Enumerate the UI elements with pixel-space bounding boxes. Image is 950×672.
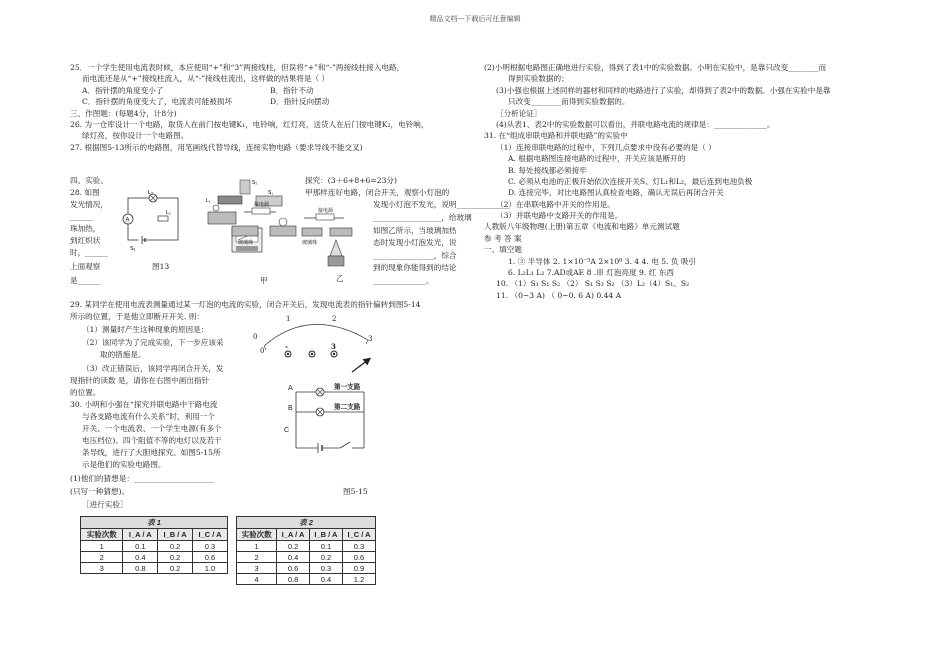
q28-text: 28. 如图 — [70, 188, 100, 197]
table-cell: 1.2 — [342, 574, 375, 585]
question-30-line: 条导线，进行了大胆地探究。如图5-15所 — [82, 448, 221, 457]
q28-text: 是______ — [70, 276, 101, 285]
q28-text: ______________。 — [373, 276, 434, 285]
node-a-label: A — [288, 385, 293, 392]
scale-label-2: 2 — [332, 315, 337, 323]
column-header: 实验次数 — [81, 529, 123, 541]
question-29-part3c: 的位置。 — [70, 388, 101, 397]
q28-text: ________________，综合 — [373, 251, 457, 260]
node-b-label: B — [288, 405, 293, 412]
table-cell: 0.6 — [193, 552, 228, 563]
question-31-part2: （2）在串联电路中开关的作用是。 — [496, 199, 615, 209]
column-header: I_A / A — [123, 529, 158, 541]
table-cell: 0.2 — [158, 563, 193, 574]
table-row — [237, 552, 376, 563]
terminal-3: 3 — [331, 342, 336, 351]
question-30-line: 示是他们的实验电路图。 — [82, 460, 166, 469]
table-cell: 0.4 — [123, 552, 158, 563]
terminal-minus: - — [285, 342, 288, 351]
svg-text:S₁: S₁ — [268, 190, 274, 196]
table-row — [237, 541, 376, 552]
table-row — [81, 541, 228, 552]
column-header: I_B / A — [309, 529, 342, 541]
scale-label-1: 1 — [286, 315, 291, 323]
answer-line: 1. ③ 半导体 2. 1×10⁻⁵A 2×10⁸ 3. 4 4. 电 5. 负 吸引 — [508, 256, 697, 266]
data-table-1 — [80, 516, 228, 574]
scale-label-3: 3 — [368, 335, 373, 343]
figure-5-15-caption: 图5-15 — [343, 487, 368, 496]
blank-line: ______ — [70, 212, 93, 221]
question-29-line2: 所示的位置，于是他立即断开开关. 则： — [70, 312, 204, 321]
question-25-line2: 而电流还是从“+”接线柱流入，从“-”接线柱流出，这样做的结果将是（ ） — [82, 74, 330, 84]
question-25: 25．一个学生使用电流表时候，本应使用“+”和“3”两接线柱，但误将“+”和“-”两接线柱接入电路， — [70, 63, 405, 72]
column-header: I_C / A — [342, 529, 375, 541]
table-header-row — [237, 529, 376, 541]
question-30-line: 与各支路电流有什么关系”时，利用一个 — [82, 412, 215, 421]
question-30-guess: (1)他们的猜想是：_____________________ — [70, 474, 214, 483]
question-30-part4: (4)从表1、表2中的实验数据可以看出，并联电路电流的规律是：______________。 — [496, 119, 775, 129]
question-31-part3: （3）并联电路中支路开关的作用是。 — [496, 211, 623, 221]
table-cell: 0.1 — [309, 541, 342, 552]
table-row — [237, 574, 376, 585]
parallel-circuit-figure — [278, 378, 378, 464]
question-31-part1: （1）连接串联电路的过程中，下列几点要求中没有必要的是（ ） — [496, 142, 716, 152]
table-cell: 3 — [237, 563, 277, 574]
question-30-part2: (2)小明根据电路图正确地进行实验，得到了表1中的实验数据。小明在实验中，是靠只改变________而 — [484, 63, 827, 72]
question-30-part3b: 只改变________而得到实验数据的。 — [508, 97, 630, 107]
svg-text:S₁: S₁ — [130, 246, 136, 252]
svg-text:玻璃珠: 玻璃珠 — [238, 240, 254, 246]
q28-text: 甲那样连好电路，闭合开关，观察小灯泡的 — [305, 188, 450, 197]
scale-label-0: 0 — [253, 333, 258, 341]
question-29-part2: （2）该同学为了完成实验，下一步应该采 — [82, 338, 224, 347]
table-cell: 0.6 — [277, 563, 310, 574]
table-cell: 0.3 — [193, 541, 228, 552]
question-29-part2b: 取的措施是。 — [100, 350, 146, 359]
section-analysis: ［分析论证］ — [496, 108, 542, 118]
table-2-caption: 表 2 — [237, 517, 376, 529]
table-cell: 0.3 — [342, 541, 375, 552]
page-header: 精品文档---下载后可任意编辑 — [429, 15, 521, 23]
table-cell: 0.1 — [123, 541, 158, 552]
svg-text:L₂: L₂ — [148, 190, 154, 196]
section-4-title: 四、实验、 — [70, 176, 108, 185]
option-row — [70, 96, 470, 107]
q28-text: 上面观察 — [70, 262, 101, 271]
q28-text: 如图乙所示，当玻璃加热 — [373, 226, 457, 235]
label-yi: 乙 — [336, 274, 344, 283]
section-3-title: 三、作图题：(每题4分，计8分) — [70, 108, 177, 118]
option-a: A．指针摆的角度变小了 — [82, 85, 164, 95]
svg-text:S₂: S₂ — [252, 180, 258, 186]
table-cell: 0.8 — [277, 574, 310, 585]
table-cell: 0.8 — [123, 563, 158, 574]
ammeter-dial — [250, 310, 380, 382]
apparatus-yi — [300, 200, 360, 286]
svg-text:L₁: L₁ — [166, 210, 171, 216]
table-row — [81, 552, 228, 563]
answer-line: 6. L₂L₁ L₂ 7.AD或AE 8 .串 灯泡亮度 9. 红 东西 — [508, 268, 674, 278]
table-cell: 0.2 — [277, 541, 310, 552]
svg-text:接电源: 接电源 — [254, 202, 270, 208]
q28-text: 珠加热， — [70, 224, 101, 233]
column-header: I_A / A — [277, 529, 310, 541]
answer-section-1: 一、填空题 — [484, 245, 522, 255]
svg-text:玻璃珠: 玻璃珠 — [302, 240, 318, 246]
column-header: I_B / A — [158, 529, 193, 541]
table-header-row — [81, 529, 228, 541]
table-cell: 0.3 — [309, 563, 342, 574]
q28-text: 发现小灯泡不发光，说明______________ — [373, 200, 510, 209]
option-c: C. 必须从电池的正极开始依次连接开关S、灯L₁和L₂，最后连到电池负极 — [508, 176, 753, 186]
question-30-part2b: 得到实验数据的； — [508, 74, 569, 84]
q28-text: __________________，给玻璃 — [373, 213, 472, 222]
apparatus-jia — [226, 196, 306, 282]
table-1-caption: 表 1 — [81, 517, 228, 529]
option-c: C．指针摆的角度变大了，电流表可能被损坏 — [82, 97, 233, 107]
table-cell: 4 — [237, 574, 277, 585]
section-experiment: ［进行实验］ — [82, 500, 128, 509]
branch-2-label: 第二支路 — [334, 403, 361, 411]
table-cell: 1.0 — [193, 563, 228, 574]
question-26-line2: 绿灯亮，按你设计一个电路图。 — [82, 131, 189, 141]
table-cell: 0.4 — [277, 552, 310, 563]
experiment-title: 探究：(3＋6+8+6=23分) — [305, 176, 397, 185]
table-cell: 2 — [81, 552, 123, 563]
question-30-part3: (3)小强也根据上述同样的器材和同样的电路进行了实验，却得到了表2中的数据。小强在实验中是靠 — [496, 85, 831, 95]
table-cell: 0.2 — [158, 552, 193, 563]
svg-text:接电源: 接电源 — [318, 208, 334, 214]
table-cell: 0.6 — [342, 552, 375, 563]
q28-text: 到的现象你能得到的结论 — [373, 263, 457, 272]
option-b: B. 每处接线都必须接牢 — [508, 165, 587, 175]
question-26: 26. 为一仓库设计一个电路，取货人在前门按电键K₁，电铃响，红灯亮，送货人在后门按电键K₂，电铃响， — [70, 119, 429, 129]
table-cell: 0.4 — [309, 574, 342, 585]
data-table-2 — [236, 516, 376, 585]
question-30: 30. 小明和小强在“探究并联电路中干路电流 — [70, 400, 218, 409]
label-jia: 甲 — [260, 276, 268, 285]
question-30-guess-note: (只写一种猜想)。 — [70, 487, 130, 496]
question-27: 27. 根据图5-13所示的电路图，用笔画线代替导线，连接实物电路（要求导线不能交叉) — [70, 142, 363, 152]
question-29-part3: （3）改正错误后，该同学再闭合开关，发 — [82, 364, 224, 373]
question-29-part3b: 现指针的读数 是，请你在右图中画出指针 — [70, 376, 210, 385]
figure-13-caption: 图13 — [152, 262, 170, 271]
answer-line: 11. （0~3 A) （ 0~0. 6 A) 0.44 A — [496, 290, 622, 300]
question-30-line: 电压档位)、四个阻值不等的电灯以及若干 — [82, 436, 222, 445]
question-30-line: 开关、一个电流表、一个学生电源(有多个 — [82, 424, 222, 433]
svg-text:L₁: L₁ — [206, 198, 211, 204]
option-d: D. 连接完毕，对比电路图认真检查电路，确认无误后再闭合开关 — [508, 188, 724, 198]
q28-text: 态时发现小灯泡发光，说 — [373, 238, 457, 247]
answer-line: 10. （1）S₁ S₁ S₂ （2） S₁ S₃ S₂ （3）L₂（4）S₁、S₂ — [496, 279, 690, 289]
node-c-label: C — [284, 427, 290, 434]
question-29: 29. 某同学在使用电流表测量通过某一灯泡的电流的实验，闭合开关后，发现电流表的指针偏转到图5-14 — [70, 300, 421, 309]
table-cell: 2 — [237, 552, 277, 563]
branch-1-label: 第一支路 — [334, 383, 361, 391]
table-cell: 0.9 — [342, 563, 375, 574]
column-header: I_C / A — [193, 529, 228, 541]
scale-label-0-inner: 0 — [260, 347, 265, 355]
circuit-figure-13 — [118, 186, 188, 256]
q28-text: 到红炽状 — [70, 236, 101, 245]
table-row — [81, 563, 228, 574]
question-31: 31. 在“组成串联电路和并联电路”的实验中 — [484, 131, 628, 141]
column-header: 实验次数 — [237, 529, 277, 541]
table-cell: 0.2 — [309, 552, 342, 563]
option-row — [70, 85, 470, 96]
option-a: A. 根据电路图连接电路的过程中，开关应该是断开的 — [508, 154, 686, 164]
q28-text: 发光情况， — [70, 200, 108, 209]
q28-text: 时，______ — [70, 248, 108, 257]
table-cell: 1 — [81, 541, 123, 552]
left-column — [70, 62, 470, 153]
table-cell: 0.2 — [158, 541, 193, 552]
table-row — [237, 563, 376, 574]
option-b: B．指针不动 — [270, 85, 314, 95]
option-d: D．指针反向摆动 — [270, 97, 330, 107]
question-29-part1: （1）测量时产生这种现象的原因是： — [82, 325, 209, 334]
answer-sheet-title: 人教版八年级物理(上册)第五章《电流和电路》单元测试题 — [484, 222, 680, 232]
right-column — [484, 62, 904, 301]
table-cell: 1 — [237, 541, 277, 552]
table-cell: 3 — [81, 563, 123, 574]
svg-text:A: A — [125, 217, 130, 224]
answer-sheet-subtitle: 参 考 答 案 — [484, 233, 522, 243]
